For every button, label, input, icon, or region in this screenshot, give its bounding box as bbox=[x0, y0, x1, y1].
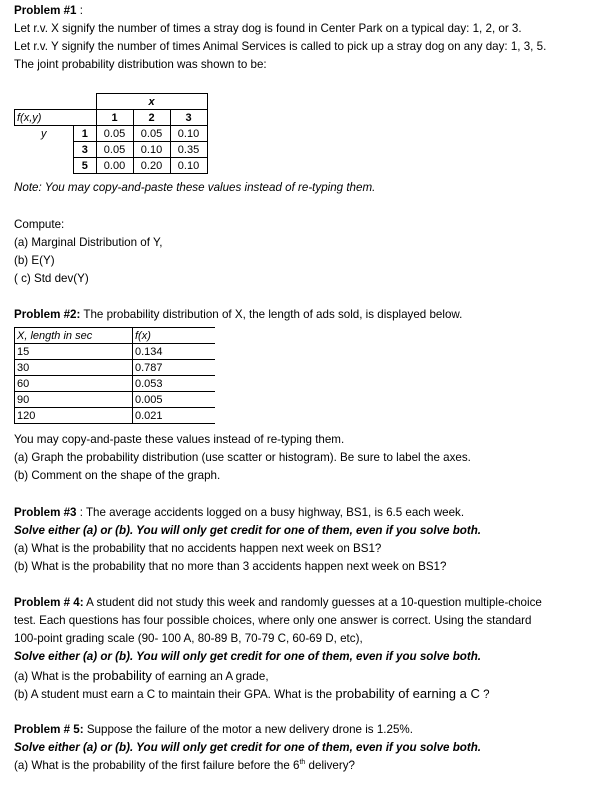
column-header: X, length in sec bbox=[15, 328, 133, 344]
fxy-label: f(x,y) bbox=[15, 110, 74, 126]
table-cell: 90 bbox=[15, 392, 133, 408]
problem-4-heading bbox=[14, 596, 542, 609]
problem-1-part-a: (a) Marginal Distribution of Y, bbox=[14, 236, 163, 249]
table-cell: 0.134 bbox=[133, 344, 216, 360]
y-value: 1 bbox=[74, 126, 97, 142]
table-cell: 120 bbox=[15, 408, 133, 424]
table-cell: 0.20 bbox=[133, 158, 170, 174]
problem-2-part-b: (b) Comment on the shape of the graph. bbox=[14, 469, 221, 482]
column-header: f(x) bbox=[133, 328, 216, 344]
ad-length-table bbox=[14, 327, 215, 424]
problem-1-title: Problem #1 bbox=[14, 4, 77, 17]
problem-4-part-b-start: (b) A student must earn a C to maintain their GPA. What is the bbox=[14, 688, 336, 701]
problem-4-line-1: A student did not study this week and randomly guesses at a 10-question multiple-choice bbox=[83, 596, 542, 609]
problem-5-heading bbox=[14, 723, 413, 736]
x-value: 2 bbox=[133, 110, 170, 126]
y-axis-label: y bbox=[41, 127, 47, 140]
table-cell: 0.021 bbox=[133, 408, 216, 424]
problem-4-part-a-emphasis: probability bbox=[92, 668, 152, 683]
problem-1-heading bbox=[14, 4, 83, 17]
table-cell: 0.005 bbox=[133, 392, 216, 408]
problem-2-part-a: (a) Graph the probability distribution (use scatter or histogram). Be sure to label the axes. bbox=[14, 451, 471, 464]
y-value: 3 bbox=[74, 142, 97, 158]
table-cell: 0.787 bbox=[133, 360, 216, 376]
table-cell: 0.35 bbox=[170, 142, 207, 158]
problem-1-part-b: (b) E(Y) bbox=[14, 254, 55, 267]
x-value: 3 bbox=[170, 110, 207, 126]
table-cell: 0.05 bbox=[133, 126, 170, 142]
problem-4-line-2: test. Each questions has four possible choices, where only one answer is correct. Using the standard bbox=[14, 614, 532, 627]
problem-3-part-a: (a) What is the probability that no accidents happen next week on BS1? bbox=[14, 542, 382, 555]
problem-5-part-a-end: delivery? bbox=[305, 759, 355, 772]
problem-4-line-3: 100-point grading scale (90- 100 A, 80-89 B, 70-79 C, 60-69 D, etc), bbox=[14, 632, 363, 645]
problem-3-heading bbox=[14, 506, 464, 519]
problem-3-part-b: (b) What is the probability that no more than 3 accidents happen next week on BS1? bbox=[14, 560, 447, 573]
problem-2-text: The probability distribution of X, the length of ads sold, is displayed below. bbox=[80, 308, 463, 321]
superscript: th bbox=[299, 759, 306, 767]
table-cell: 0.10 bbox=[170, 158, 207, 174]
problem-3-text: : The average accidents logged on a busy highway, BS1, is 6.5 each week. bbox=[76, 506, 465, 519]
table-cell: 0.053 bbox=[133, 376, 216, 392]
table-cell: 0.10 bbox=[170, 126, 207, 142]
problem-1-title-colon: : bbox=[76, 4, 83, 17]
problem-4-part-a-start: (a) What is the bbox=[14, 670, 93, 683]
problem-5-solve-instruction: Solve either (a) or (b). You will only get credit for one of them, even if you solve both. bbox=[14, 741, 482, 754]
table-cell: 60 bbox=[15, 376, 133, 392]
problem-1-part-c: ( c) Std dev(Y) bbox=[14, 272, 89, 285]
problem-3-title: Problem #3 bbox=[14, 506, 77, 519]
problem-4-solve-instruction: Solve either (a) or (b). You will only get credit for one of them, even if you solve both. bbox=[14, 650, 482, 663]
problem-1-note: Note: You may copy-and-paste these values instead of re-typing them. bbox=[14, 181, 376, 194]
x-axis-label: x bbox=[96, 94, 207, 110]
problem-4-part-b-end: ? bbox=[479, 688, 490, 701]
problem-5-text: Suppose the failure of the motor a new delivery drone is 1.25%. bbox=[83, 723, 413, 736]
problem-4-part-b bbox=[14, 686, 490, 701]
table-cell: 0.05 bbox=[96, 142, 133, 158]
table-cell: 0.00 bbox=[96, 158, 133, 174]
problem-4-part-a-end: of earning an A grade, bbox=[151, 670, 269, 683]
table-cell: 0.05 bbox=[96, 126, 133, 142]
y-value: 5 bbox=[74, 158, 97, 174]
problem-1-compute: Compute: bbox=[14, 218, 65, 231]
problem-5-title: Problem # 5: bbox=[14, 723, 84, 736]
problem-5-part-a-start: (a) What is the probability of the first failure before the 6 bbox=[14, 759, 300, 772]
table-cell: 30 bbox=[15, 360, 133, 376]
problem-1-line-2: Let r.v. Y signify the number of times Animal Services is called to pick up a stray dog on any day: 1, 3, 5. bbox=[14, 40, 547, 53]
x-value: 1 bbox=[96, 110, 133, 126]
problem-5-part-a bbox=[14, 759, 355, 772]
problem-3-solve-instruction: Solve either (a) or (b). You will only get credit for one of them, even if you solve both. bbox=[14, 524, 482, 537]
problem-4-part-b-emphasis: probability of earning a C bbox=[335, 686, 480, 701]
table-cell: 0.10 bbox=[133, 142, 170, 158]
problem-4-title: Problem # 4: bbox=[14, 596, 84, 609]
problem-2-copy-note: You may copy-and-paste these values instead of re-typing them. bbox=[14, 433, 345, 446]
joint-probability-table bbox=[14, 93, 208, 174]
problem-4-part-a bbox=[14, 668, 269, 683]
table-cell: 15 bbox=[15, 344, 133, 360]
problem-2-title: Problem #2: bbox=[14, 308, 81, 321]
problem-1-line-3: The joint probability distribution was shown to be: bbox=[14, 58, 267, 71]
problem-1-line-1: Let r.v. X signify the number of times a stray dog is found in Center Park on a typical day: 1, 2, or 3. bbox=[14, 22, 522, 35]
problem-2-heading bbox=[14, 308, 462, 321]
